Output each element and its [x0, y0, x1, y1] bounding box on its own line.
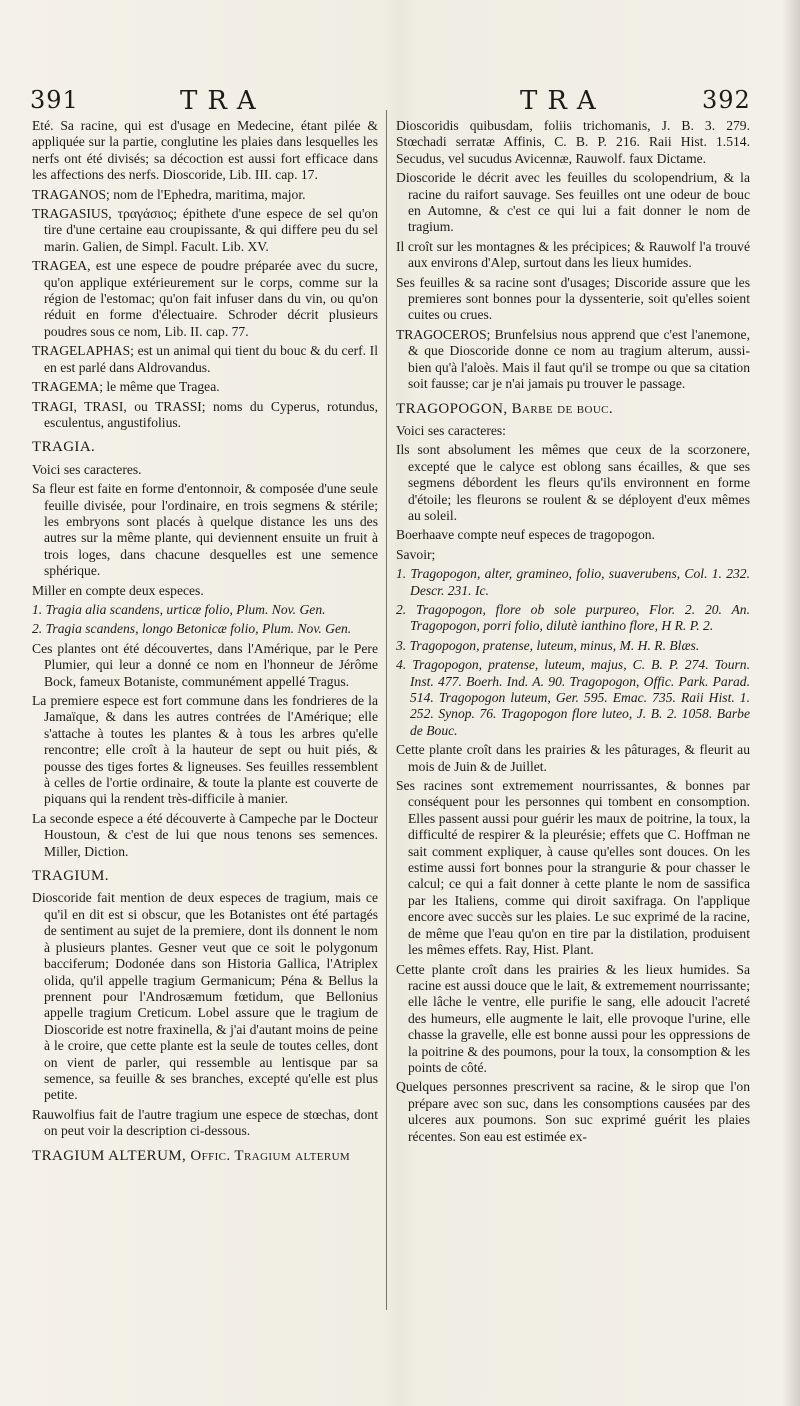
dictionary-entry: Ces plantes ont été découvertes, dans l'Amérique, par le Pere Plumier, qui leur a donné ce nom en l'honneur de Jérôme Bock, fameux Botaniste, communément appellé Tragus. — [32, 640, 378, 689]
species-list-item: 1. Tragopogon, alter, gramineo, folio, suaverubens, Col. 1. 232. Descr. 231. Ic. — [396, 566, 750, 598]
dictionary-entry: Dioscoride le décrit avec les feuilles du scolopendrium, & la racine du raifort sauvage. Ses feuilles ont une odeur de bouc en Automne, & c'est ce qui lui a fait donner le nom de tragium. — [396, 170, 750, 235]
paragraph: Voici ses caracteres. — [32, 461, 142, 477]
paragraph: Dioscoridis quibusdam, foliis trichomanis, J. B. 3. 279. Stœchadi serratæ Affinis, C. B. P. 216. Raii Hist. 1.514. Secudus, vel sucudus Avicennæ, Rauwolf. faux Dictame. — [396, 118, 750, 166]
column-divider — [386, 110, 387, 1310]
left-column — [32, 118, 378, 1170]
paragraph: Miller en compte deux especes. — [32, 582, 204, 598]
section-heading: TRAGIUM ALTERUM, Offic. Tragium alterum — [32, 1147, 351, 1164]
dictionary-entry: TRAGOCEROS; Brunfelsius nous apprend que c'est l'anemone, & que Dioscoride donne ce nom au tragium alterum, aussi-bien qu'à l'aloès. Mais il faut qu'il se trompe ou que sa citation soit fausse; car je n'ai jamais pu trouver le passage. — [396, 326, 750, 392]
dictionary-entry: TRAGEA, est une espece de poudre préparée avec du sucre, qu'on applique extérieurement sur le corps, comme sur la région de l'estomac; qu'on fait infuser dans du vin, ou qu'on réduit en forme d'électuaire. Schroder décrit plusieurs poudres sous ce nom, Lib. II. cap. 77. — [32, 258, 378, 339]
paragraph: Boerhaave compte neuf especes de tragopogon. — [396, 527, 655, 543]
paragraph: Savoir; — [396, 546, 436, 562]
dictionary-entry: TRAGANOS; nom de l'Ephedra, maritima, major. — [32, 186, 306, 202]
dictionary-entry: Dioscoride fait mention de deux especes de tragium, mais ce qu'il en dit est si obscur, que les Botanistes ont été partagés de sentiment au sujet de la premiere, dont ils donnent le nom à plusieurs plantes. Gesner veut que ce soit le polygonum bacciferum; Dodonée dans son Historia Gallica, l'Atriplex olida, qu'il appelle tragium Germanicum; Péna & Bellus la prennent pour l'Androsæmum fœtidum, que Bellonius appelle tragium Creticum. Lobel assure que le tragium de Dioscoride est notre fraxinella, & j'ai d'autant moins de peine à le croire, que cette plante est la seule de toutes celles, dont on vient de parler, qui ressemble au lentisque par sa semence, sa feuille & ses branches, excepté qu'elle est plus petite. — [32, 890, 378, 1103]
dictionary-entry: TRAGEMA; le même que Tragea. — [32, 379, 220, 395]
section-heading: TRAGOPOGON, Barbe de bouc. — [396, 400, 614, 417]
dictionary-entry: La premiere espece est fort commune dans les fondrieres de la Jamaïque, & dans les autres contrées de l'Amérique; elle s'attache à toutes les plantes & à tous les arbres qu'elle rencontre; elle croît à la hauteur de sept ou huit piés, & pousse des tiges fortes & ligneuses. Ses feuilles ressemblent à celles de l'ortie ordinaire, & toute la plante est couverte de piquans qui la rendent très-difficile à manier. — [32, 693, 378, 807]
dictionary-entry: Cette plante croît dans les prairies & les pâturages, & fleurit au mois de Juin & de Juillet. — [396, 742, 750, 774]
paragraph: Eté. Sa racine, qui est d'usage en Medecine, étant pilée & appliquée sur la partie, conglutine les plaies dans lesquelles les nerfs ont été divisés; sa décoction est aussi fort efficace dans les affections des nerfs. Dioscoride, Lib. III. cap. 17. — [32, 118, 378, 183]
paragraph: Voici ses caracteres: — [396, 422, 506, 438]
right-column — [396, 118, 750, 1148]
dictionary-entry: Quelques personnes prescrivent sa racine, & le sirop que l'on prépare avec son suc, dans les consomptions causées par des ulceres aux poumons. Son suc exprimé guérit les plaies récentes. Son eau est estimée ex- — [396, 1079, 750, 1144]
species-list-item: 1. Tragia alia scandens, urticæ folio, Plum. Nov. Gen. — [32, 601, 326, 617]
species-list-item: 2. Tragopogon, flore ob sole purpureo, Flor. 2. 20. An. Tragopogon, porri folio, dilutè ianthino flore, H R. P. 2. — [396, 601, 750, 634]
right-running-title: TRA — [520, 86, 606, 116]
dictionary-entry: TRAGASIUS, τραγάσιος; épithete d'une espece de sel qu'on tire d'une certaine eau croupissante, & qui differe peu du sel marin. Galien, de Simpl. Facult. Lib. XV. — [32, 206, 378, 254]
dictionary-entry: Ses feuilles & sa racine sont d'usages; Discoride assure que les premieres sont bonnes pour la dyssenterie, soit qu'elles soient cuites ou crues. — [396, 274, 750, 323]
dictionary-entry: La seconde espece a été découverte à Campeche par le Docteur Houstoun, & c'est de lui que nous tenons ses semences. Miller, Diction. — [32, 810, 378, 859]
dictionary-entry: Ses racines sont extremement nourrissantes, & bonnes par conséquent pour les personnes qui tombent en consomption. Elles passent aussi pour guérir les maux de poitrine, la toux, la difficulté de respirer & la pleurésie; effets que C. Hoffman ne sait comment expliquer, à cause qu'elles sont douces. On les estime aussi fort bonnes pour la strangurie & pour chasser le calcul; ce qui a fait donner à cette plante le nom de sassifica par les Italiens, comme qui diroit saxifraga. On l'applique encore avec succès sur les plaies. Le suc exprimé de la racine, de même que l'eau qu'on en tire par la distilation, produisent les mêmes effets. Ray, Hist. Plant. — [396, 778, 750, 958]
species-list-item: 2. Tragia scandens, longo Betonicæ folio, Plum. Nov. Gen. — [32, 621, 352, 637]
section-heading: TRAGIUM. — [32, 868, 109, 885]
dictionary-entry: Il croît sur les montagnes & les précipices; & Rauwolf l'a trouvé aux environs d'Alep, surtout dans les lieux humides. — [396, 238, 750, 271]
left-running-title: TRA — [180, 86, 266, 116]
species-list-item: 4. Tragopogon, pratense, luteum, majus, C. B. P. 274. Tourn. Inst. 477. Boerh. Ind. A. 90. Tragopogon, Offic. Park. Parad. 514. Tragopogon luteum, Ger. 595. Emac. 735. Raii Hist. 1. 252. Synop. 76. Tragopogon flore luteo, J. B. 2. 1058. Barbe de Bouc. — [396, 657, 750, 738]
right-page-number: 392 — [702, 86, 751, 114]
section-heading: TRAGIA. — [32, 439, 96, 456]
dictionary-entry: Rauwolfius fait de l'autre tragium une espece de stœchas, dont on peut voir la description ci-dessous. — [32, 1106, 378, 1139]
left-page-number: 391 — [30, 86, 79, 114]
species-list-item: 3. Tragopogon, pratense, luteum, minus, M. H. R. Blæs. — [396, 637, 700, 653]
dictionary-entry: Sa fleur est faite en forme d'entonnoir, & composée d'une seule feuille divisée, pour l'ordinaire, en trois segmens & stérile; les embryons sont placés à quelque distance les uns des autres sur la même plante, qui deviennent ensuite un fruit à trois loges, dans chacune desquelles est une semence sphérique. — [32, 481, 378, 579]
dictionary-entry: TRAGELAPHAS; est un animal qui tient du bouc & du cerf. Il en est parlé dans Aldrovandus. — [32, 343, 378, 375]
dictionary-entry: TRAGI, TRASI, ou TRASSI; noms du Cyperus, rotundus, esculentus, angustifolius. — [32, 398, 378, 430]
dictionary-entry: Cette plante croît dans les prairies & les lieux humides. Sa racine est aussi douce que le lait, & extremement nourrissante; elle lâche le ventre, elle purifie le sang, elle adoucit l'acreté des humeurs, elle augmente le lait, elle provoque l'urine, elle chasse la gravelle, elle est bonne aussi pour les oppressions de la poitrine & des poumons, pour la toux, la consomption & les points de côté. — [396, 961, 750, 1075]
page-edge-shadow — [782, 0, 800, 1406]
dictionary-entry: Ils sont absolument les mêmes que ceux de la scorzonere, excepté que le calyce est oblong sans écailles, & que ses segmens débordent les fleurs qu'ils environnent en forme d'étoile; les fleurons se roulent & se déployent d'eux mêmes au soleil. — [396, 442, 750, 523]
